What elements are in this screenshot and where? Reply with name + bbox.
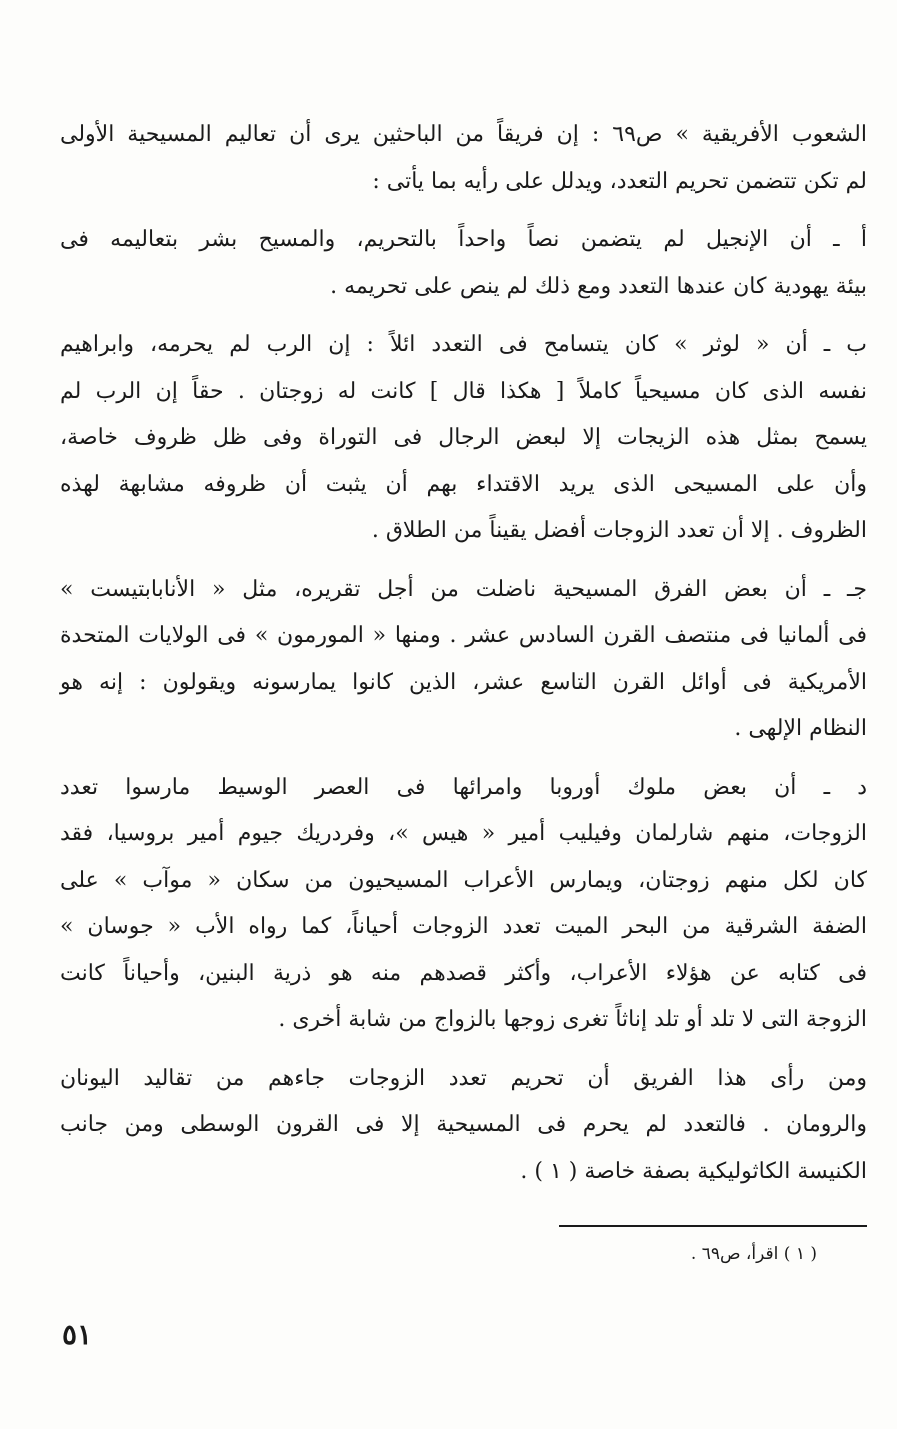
text-line: أ ـ أن الإنجيل لم يتضمن نصاً واحداً بالتحريم، والمسيح بشر بتعاليمه فى xyxy=(60,227,867,252)
body-text xyxy=(60,112,867,1207)
text-line: نفسه الذى كان مسيحياً كاملاً [ هكذا قال ] كانت له زوجتان . حقاً إن الرب لم xyxy=(60,378,867,404)
paragraph-conclusion xyxy=(60,1056,867,1196)
paragraph-point-d xyxy=(60,765,867,1044)
text-line: فى ألمانيا فى منتصف القرن السادس عشر . ومنها « المورمون » فى الولايات المتحدة xyxy=(60,623,867,648)
paragraph-point-a xyxy=(60,217,867,310)
text-line: جـ ـ أن بعض الفرق المسيحية ناضلت من أجل تقريره، مثل « الأنابابتيست » xyxy=(60,576,867,602)
text-line: الضفة الشرقية من البحر الميت تعدد الزوجات أحياناً، كما رواه الأب « جوسان » xyxy=(60,914,867,939)
text-line: يسمح بمثل هذه الزيجات إلا لبعض الرجال فى التوراة وفى ظل ظروف خاصة، xyxy=(60,425,867,450)
text-line: الأمريكية فى أوائل القرن التاسع عشر، الذين كانوا يمارسونه ويقولون : إنه هو xyxy=(60,669,867,695)
text-line: د ـ أن بعض ملوك أوروبا وامرائها فى العصر الوسيط مارسوا تعدد xyxy=(60,774,867,800)
page-number: ٥١ xyxy=(62,1318,93,1351)
text-line: النظام الإلهى . xyxy=(734,716,867,741)
text-line: وأن على المسيحى الذى يريد الاقتداء بهم أن يثبت أن ظروفه مشابهة لهذه xyxy=(60,471,867,497)
text-line: ب ـ أن « لوثر » كان يتسامح فى التعدد ائلاً : إن الرب لم يحرمه، وابراهيم xyxy=(60,332,867,357)
text-line: الكنيسة الكاثوليكية بصفة خاصة ( ١ ) . xyxy=(520,1158,867,1184)
footnote: ( ١ ) اقرأ، ص٦٩ . xyxy=(690,1244,817,1264)
text-line: كان لكل منهم زوجتان، ويمارس الأعراب المسيحيون من سكان « موآب » على xyxy=(60,867,867,893)
text-line: الشعوب الأفريقية » ص٦٩ : إن فريقاً من الباحثين يرى أن تعاليم المسيحية الأولى xyxy=(60,122,867,147)
text-line: فى كتابه عن هؤلاء الأعراب، وأكثر قصدهم منه هو ذرية البنين، وأحياناً كانت xyxy=(60,960,867,986)
text-line: الزوجة التى لا تلد أو تلد إناثاً تغرى زوجها بالزواج من شابة أخرى . xyxy=(278,1007,867,1032)
paragraph-intro xyxy=(60,112,867,205)
text-line: والرومان . فالتعدد لم يحرم فى المسيحية إلا فى القرون الوسطى ومن جانب xyxy=(60,1112,867,1137)
text-line: لم تكن تتضمن تحريم التعدد، ويدلل على رأيه بما يأتى : xyxy=(372,168,867,194)
text-line: الظروف . إلا أن تعدد الزوجات أفضل يقيناً من الطلاق . xyxy=(371,518,867,543)
paragraph-point-c xyxy=(60,567,867,753)
footnote-divider xyxy=(559,1225,867,1227)
text-line: ومن رأى هذا الفريق أن تحريم تعدد الزوجات جاءهم من تقاليد اليونان xyxy=(60,1065,867,1091)
text-line: بيئة يهودية كان عندها التعدد ومع ذلك لم ينص على تحريمه . xyxy=(330,273,867,299)
paragraph-point-b xyxy=(60,322,867,555)
text-line: الزوجات، منهم شارلمان وفيليب أمير « هيس »، وفردريك جيوم أمير بروسيا، فقد xyxy=(60,821,867,846)
